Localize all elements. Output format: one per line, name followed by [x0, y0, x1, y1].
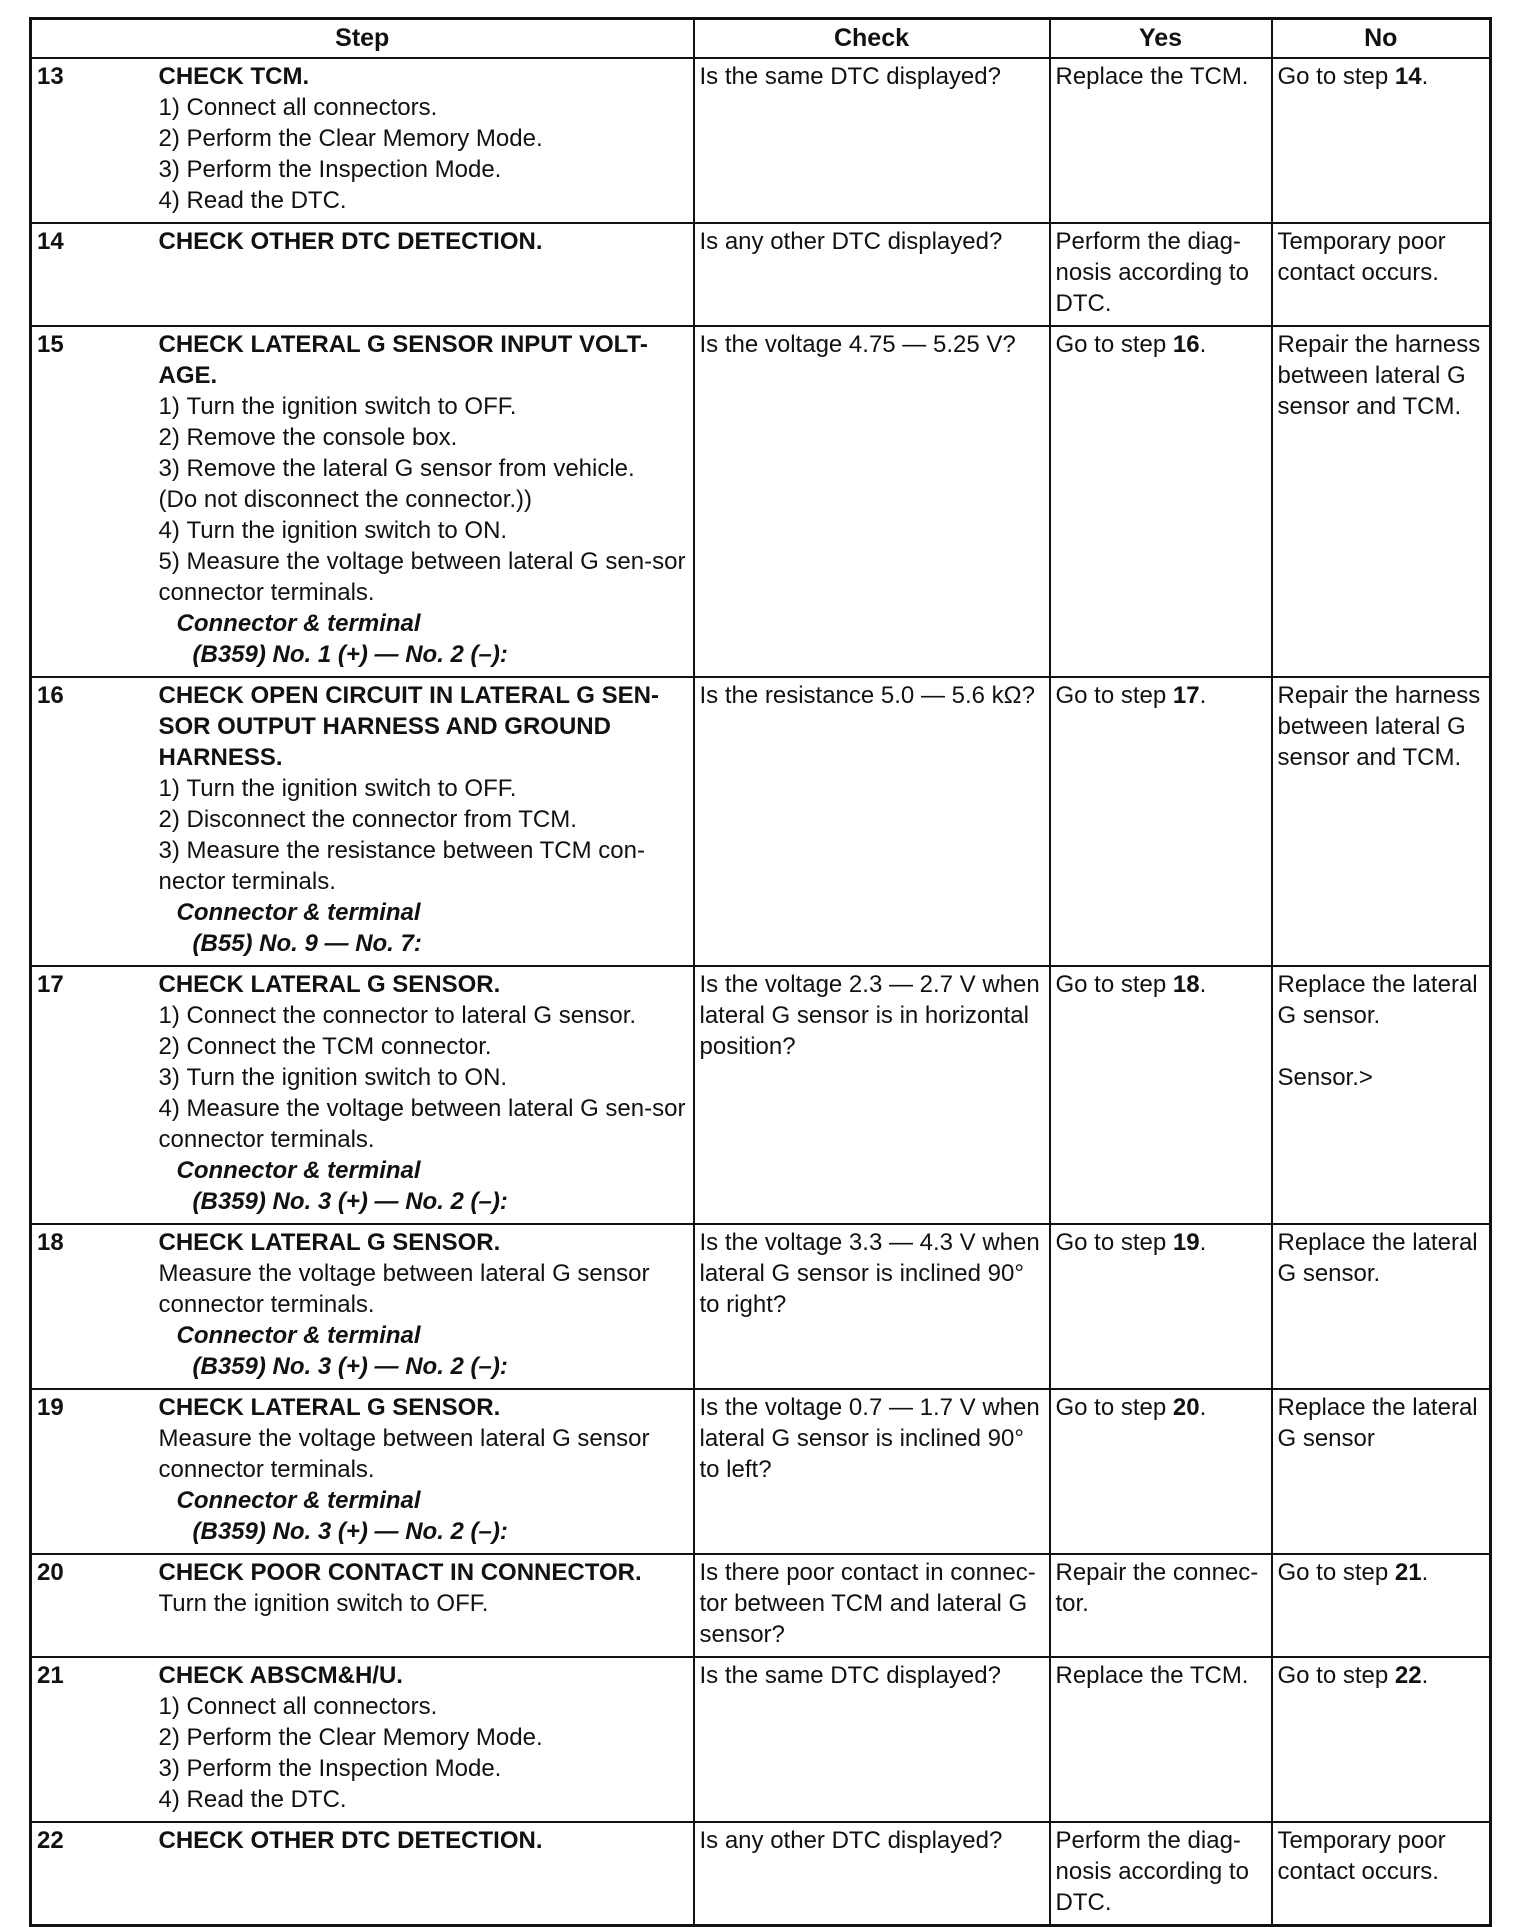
- step-number: 17: [31, 966, 154, 1224]
- no-cell: [1272, 58, 1491, 223]
- no-cell: [1272, 1554, 1491, 1657]
- step-instruction: 3) Perform the Inspection Mode.: [158, 156, 502, 183]
- no-cell: [1272, 1389, 1491, 1554]
- step-description: [154, 58, 694, 223]
- no-text: Go to step: [1277, 1559, 1395, 1586]
- step-description: [154, 223, 694, 326]
- connector-terminal-label: Connector & terminal: [176, 899, 421, 926]
- step-title: CHECK OPEN CIRCUIT IN LATERAL G SEN-SOR OUTPUT HARNESS AND GROUND HARNESS.: [158, 682, 659, 771]
- yes-cell: [1050, 1389, 1272, 1554]
- step-number: 21: [31, 1657, 154, 1822]
- step-title: CHECK LATERAL G SENSOR INPUT VOLT-AGE.: [158, 331, 648, 389]
- check-cell: Is any other DTC displayed?: [694, 1822, 1050, 1926]
- step-instruction: 3) Turn the ignition switch to ON.: [158, 1064, 508, 1091]
- yes-cell: [1050, 1554, 1272, 1657]
- no-text: Replace the lateral G sensor.: [1277, 971, 1478, 1029]
- step-title: CHECK POOR CONTACT IN CONNECTOR.: [158, 1559, 642, 1586]
- yes-step-number: 20: [1172, 1394, 1200, 1421]
- step-instruction: 4) Turn the ignition switch to ON.: [158, 517, 508, 544]
- step-instruction: 1) Connect all connectors.: [158, 94, 438, 121]
- step-instruction: 3) Measure the resistance between TCM con-nector terminals.: [158, 837, 645, 895]
- check-cell: Is there poor contact in connec-tor between TCM and lateral G sensor?: [694, 1554, 1050, 1657]
- check-cell: Is the resistance 5.0 — 5.6 kΩ?: [694, 677, 1050, 966]
- step-number: 14: [31, 223, 154, 326]
- connector-terminal-label: Connector & terminal: [176, 1322, 421, 1349]
- no-cell: [1272, 223, 1491, 326]
- step-description: [154, 326, 694, 677]
- step-instruction: 4) Read the DTC.: [158, 187, 347, 214]
- yes-cell: [1050, 1822, 1272, 1926]
- yes-step-number: 18: [1172, 971, 1200, 998]
- step-title: CHECK TCM.: [158, 63, 310, 90]
- yes-text-end: .: [1199, 1229, 1207, 1256]
- check-cell: Is the voltage 0.7 — 1.7 V when lateral G sensor is inclined 90° to left?: [694, 1389, 1050, 1554]
- no-text: Temporary poor contact occurs.: [1277, 1827, 1446, 1885]
- no-step-number: 14: [1394, 63, 1422, 90]
- step-instruction: 5) Measure the voltage between lateral G sen-sor connector terminals.: [158, 548, 686, 606]
- header-check: Check: [694, 19, 1050, 59]
- step-instruction: Measure the voltage between lateral G sensor connector terminals.: [158, 1260, 650, 1318]
- step-number: 19: [31, 1389, 154, 1554]
- step-instruction: 1) Turn the ignition switch to OFF.: [158, 775, 517, 802]
- table-header-row: [31, 19, 1491, 59]
- yes-text-end: .: [1199, 682, 1207, 709]
- yes-text: Go to step: [1055, 971, 1173, 998]
- step-number: 22: [31, 1822, 154, 1926]
- no-text: Go to step: [1277, 63, 1395, 90]
- no-text-end: .: [1421, 1559, 1429, 1586]
- diagnostic-procedure-sheet: [29, 17, 1489, 1927]
- connector-terminal-value: (B55) No. 9 — No. 7:: [192, 930, 422, 957]
- no-text: Repair the harness between lateral G sensor and TCM.: [1277, 682, 1481, 771]
- step-title: CHECK LATERAL G SENSOR.: [158, 1394, 501, 1421]
- step-instruction: 2) Perform the Clear Memory Mode.: [158, 1724, 543, 1751]
- connector-terminal-label: Connector & terminal: [176, 610, 421, 637]
- step-instruction: 1) Turn the ignition switch to OFF.: [158, 393, 517, 420]
- step-number: 18: [31, 1224, 154, 1389]
- step-instruction: 3) Remove the lateral G sensor from vehicle.: [158, 455, 635, 482]
- step-description: [154, 677, 694, 966]
- step-description: [154, 1389, 694, 1554]
- yes-text-end: .: [1199, 331, 1207, 358]
- connector-terminal-label: Connector & terminal: [176, 1157, 421, 1184]
- step-instruction: 2) Disconnect the connector from TCM.: [158, 806, 577, 833]
- connector-terminal-value: (B359) No. 3 (+) — No. 2 (–):: [192, 1518, 508, 1545]
- yes-cell: [1050, 58, 1272, 223]
- step-instruction: 3) Perform the Inspection Mode.: [158, 1755, 502, 1782]
- step-description: [154, 966, 694, 1224]
- header-step: Step: [31, 19, 694, 59]
- step-instruction: 1) Connect all connectors.: [158, 1693, 438, 1720]
- step-title: CHECK LATERAL G SENSOR.: [158, 971, 501, 998]
- no-cell: [1272, 966, 1491, 1224]
- connector-terminal-value: (B359) No. 3 (+) — No. 2 (–):: [192, 1188, 508, 1215]
- diagnostic-table: [29, 17, 1492, 1927]
- step-description: [154, 1822, 694, 1926]
- yes-step-number: 19: [1172, 1229, 1200, 1256]
- connector-terminal-label: Connector & terminal: [176, 1487, 421, 1514]
- step-number: 16: [31, 677, 154, 966]
- step-title: CHECK LATERAL G SENSOR.: [158, 1229, 501, 1256]
- no-text: Temporary poor contact occurs.: [1277, 228, 1446, 286]
- step-instruction: (Do not disconnect the connector.)): [158, 486, 533, 513]
- yes-cell: [1050, 326, 1272, 677]
- no-text: Go to step: [1277, 1662, 1395, 1689]
- step-instruction: 2) Remove the console box.: [158, 424, 458, 451]
- step-instruction: 2) Perform the Clear Memory Mode.: [158, 125, 543, 152]
- check-cell: Is the same DTC displayed?: [694, 1657, 1050, 1822]
- step-title: CHECK ABSCM&H/U.: [158, 1662, 403, 1689]
- no-step-number: 22: [1394, 1662, 1422, 1689]
- yes-text: Repair the connec-tor.: [1055, 1559, 1259, 1617]
- step-title: CHECK OTHER DTC DETECTION.: [158, 228, 543, 255]
- header-yes: Yes: [1050, 19, 1272, 59]
- step-instruction: 4) Read the DTC.: [158, 1786, 347, 1813]
- table-row: [31, 1822, 1491, 1926]
- yes-cell: [1050, 1224, 1272, 1389]
- yes-cell: [1050, 1657, 1272, 1822]
- no-cell: [1272, 326, 1491, 677]
- check-cell: Is the voltage 3.3 — 4.3 V when lateral G sensor is inclined 90° to right?: [694, 1224, 1050, 1389]
- no-cell: [1272, 1822, 1491, 1926]
- yes-cell: [1050, 223, 1272, 326]
- no-cell: [1272, 1224, 1491, 1389]
- step-instruction: 1) Connect the connector to lateral G sensor.: [158, 1002, 637, 1029]
- check-cell: Is any other DTC displayed?: [694, 223, 1050, 326]
- table-row: [31, 58, 1491, 223]
- table-row: [31, 966, 1491, 1224]
- no-text-end: .: [1421, 1662, 1429, 1689]
- table-row: [31, 1224, 1491, 1389]
- step-instruction: Measure the voltage between lateral G sensor connector terminals.: [158, 1425, 650, 1483]
- yes-text: Perform the diag-nosis according to DTC.: [1055, 1827, 1249, 1916]
- yes-text: Go to step: [1055, 331, 1173, 358]
- no-text: Replace the lateral G sensor: [1277, 1394, 1478, 1452]
- yes-text-end: .: [1199, 1394, 1207, 1421]
- step-description: [154, 1657, 694, 1822]
- table-row: [31, 326, 1491, 677]
- no-text: Repair the harness between lateral G sensor and TCM.: [1277, 331, 1481, 420]
- no-note: Sensor.>: [1277, 1064, 1373, 1091]
- no-step-number: 21: [1394, 1559, 1422, 1586]
- step-instruction: 4) Measure the voltage between lateral G sen-sor connector terminals.: [158, 1095, 686, 1153]
- yes-cell: [1050, 966, 1272, 1224]
- step-description: [154, 1554, 694, 1657]
- step-instruction: 2) Connect the TCM connector.: [158, 1033, 492, 1060]
- table-row: [31, 1657, 1491, 1822]
- yes-text: Replace the TCM.: [1055, 1662, 1249, 1689]
- table-body: [31, 58, 1491, 1926]
- yes-text-end: .: [1199, 971, 1207, 998]
- no-cell: [1272, 677, 1491, 966]
- connector-terminal-value: (B359) No. 1 (+) — No. 2 (–):: [192, 641, 508, 668]
- step-number: 13: [31, 58, 154, 223]
- no-text-end: .: [1421, 63, 1429, 90]
- table-row: [31, 1389, 1491, 1554]
- yes-text: Go to step: [1055, 682, 1173, 709]
- yes-text: Go to step: [1055, 1394, 1173, 1421]
- step-number: 15: [31, 326, 154, 677]
- table-row: [31, 1554, 1491, 1657]
- check-cell: Is the voltage 2.3 — 2.7 V when lateral G sensor is in horizontal position?: [694, 966, 1050, 1224]
- step-description: [154, 1224, 694, 1389]
- yes-text: Replace the TCM.: [1055, 63, 1249, 90]
- yes-step-number: 17: [1172, 682, 1200, 709]
- no-text: Replace the lateral G sensor.: [1277, 1229, 1478, 1287]
- yes-step-number: 16: [1172, 331, 1200, 358]
- header-no: No: [1272, 19, 1491, 59]
- check-cell: Is the voltage 4.75 — 5.25 V?: [694, 326, 1050, 677]
- table-row: [31, 677, 1491, 966]
- step-instruction: Turn the ignition switch to OFF.: [158, 1590, 489, 1617]
- yes-text: Perform the diag-nosis according to DTC.: [1055, 228, 1249, 317]
- yes-cell: [1050, 677, 1272, 966]
- connector-terminal-value: (B359) No. 3 (+) — No. 2 (–):: [192, 1353, 508, 1380]
- table-row: [31, 223, 1491, 326]
- step-title: CHECK OTHER DTC DETECTION.: [158, 1827, 543, 1854]
- check-cell: Is the same DTC displayed?: [694, 58, 1050, 223]
- no-cell: [1272, 1657, 1491, 1822]
- yes-text: Go to step: [1055, 1229, 1173, 1256]
- step-number: 20: [31, 1554, 154, 1657]
